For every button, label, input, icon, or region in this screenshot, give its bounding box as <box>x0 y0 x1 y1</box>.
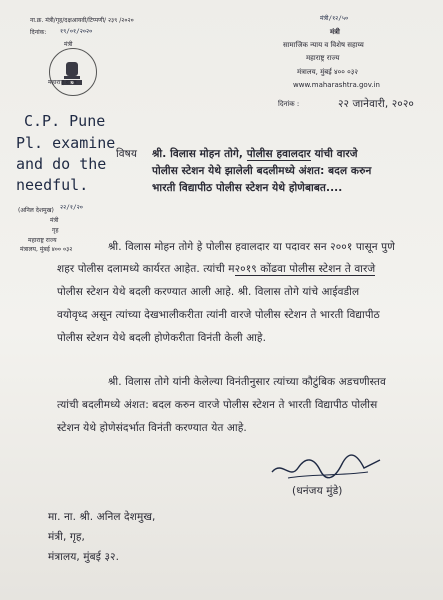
body-p2-line-1: श्री. विलास तोगे यांनी केलेल्या विनंतीनुसार त्यांच्या कौटुंबिक अडचणीस्तव <box>108 376 386 388</box>
body-p1-line-3: पोलीस स्टेशन येथे बदली करण्यात आली आहे. श्री. विलास तोगे यांचे आईवडील <box>57 286 360 298</box>
subject-line-2: पोलीस स्टेशन येथे झालेली बदलीमध्ये अंशत: बदल करुन <box>152 165 372 177</box>
handwritten-date: १९/०१/२०२० <box>60 28 93 35</box>
addressee-line-1: मा. ना. श्री. अनिल देशमुख, <box>48 511 156 523</box>
body-p1-line-1: श्री. विलास मोहन तोगे हे पोलीस हवालदार या पदावर सन २००१ पासून पुणे <box>108 241 395 253</box>
subject-line-1: श्री. विलास मोहन तोगे, पोलीस हवालदार यांची वारजे <box>152 148 358 160</box>
stamp-label: मंत्री <box>64 41 73 48</box>
office-department: सामाजिक न्याय व विशेष सहाय्य <box>283 41 364 49</box>
signature-scribble <box>268 450 388 486</box>
side-stamp-state: महाराष्ट्र राज्य <box>28 237 57 244</box>
signatory-name: (धनंजय मुंडे) <box>292 485 343 497</box>
body-p1-line-2: शहर पोलीस दलामध्ये कार्यरत आहेत. त्यांची म२०१९ कोंढवा पोलीस स्टेशन ते वारजे <box>57 263 376 275</box>
letter-date: २२ जानेवारी, २०२० <box>338 98 414 110</box>
office-website: www.maharashtra.gov.in <box>293 81 380 89</box>
date-prefix: दिनांक: <box>30 29 47 36</box>
addressee-line-3: मंत्रालय, मुंबई ३२. <box>48 551 120 563</box>
subject-label: विषय <box>116 148 138 160</box>
subject-line-3: भारती विद्यापीठ पोलीस स्टेशन येथे होणेबाबत.... <box>152 182 343 194</box>
addressee-line-2: मंत्री, गृह, <box>48 531 85 543</box>
office-state: महाराष्ट्र राज्य <box>306 54 340 62</box>
annotation-line-3: and do the <box>16 155 107 173</box>
body-p1-line-5: पोलीस स्टेशन येथे बदली होणेकरीता विनंती केली आहे. <box>57 332 267 344</box>
annotation-line-2: Pl. examine <box>16 134 116 152</box>
annotation-line-4: needful. <box>16 176 89 194</box>
side-stamp-title: मंत्री <box>50 217 59 224</box>
inward-stamp: मंत्री/१२/५० <box>320 15 349 22</box>
body-p1-line-4: वयोवृध्द असून त्यांच्या देखभालीकरीता त्यांनी वारजे पोलीस स्टेशन ते भारती विद्यापीठ <box>57 309 380 321</box>
side-stamp-initials: २२/१/२० <box>60 204 83 211</box>
emblem-caption: महाराष्ट्र राज्य <box>48 79 77 86</box>
body-p2-line-3: स्टेशन येथे होणेसंदर्भात विनंती करण्यात येत आहे. <box>57 422 247 434</box>
reference-number: ना.क्र. मंत्री/गृह/दक्षआयवी/टिप्पणी/ २३९ /२०२० <box>30 17 134 24</box>
side-stamp-address: मंत्रालय, मुंबई ४०० ०३२ <box>20 246 73 253</box>
side-stamp-dept: गृह <box>52 227 59 234</box>
letter-date-label: दिनांक : <box>278 100 300 108</box>
side-stamp-name: (अनिल देशमुख) <box>18 207 54 214</box>
annotation-line-1: C.P. Pune <box>24 112 106 130</box>
body-p2-line-2: त्यांची बदलीमध्ये अंशत: बदल करुन वारजे पोलीस स्टेशन ते भारती विद्यापीठ पोलीस <box>57 399 378 411</box>
office-title: मंत्री <box>330 28 340 36</box>
office-address: मंत्रालय, मुंबई ४०० ०३२ <box>297 68 359 76</box>
